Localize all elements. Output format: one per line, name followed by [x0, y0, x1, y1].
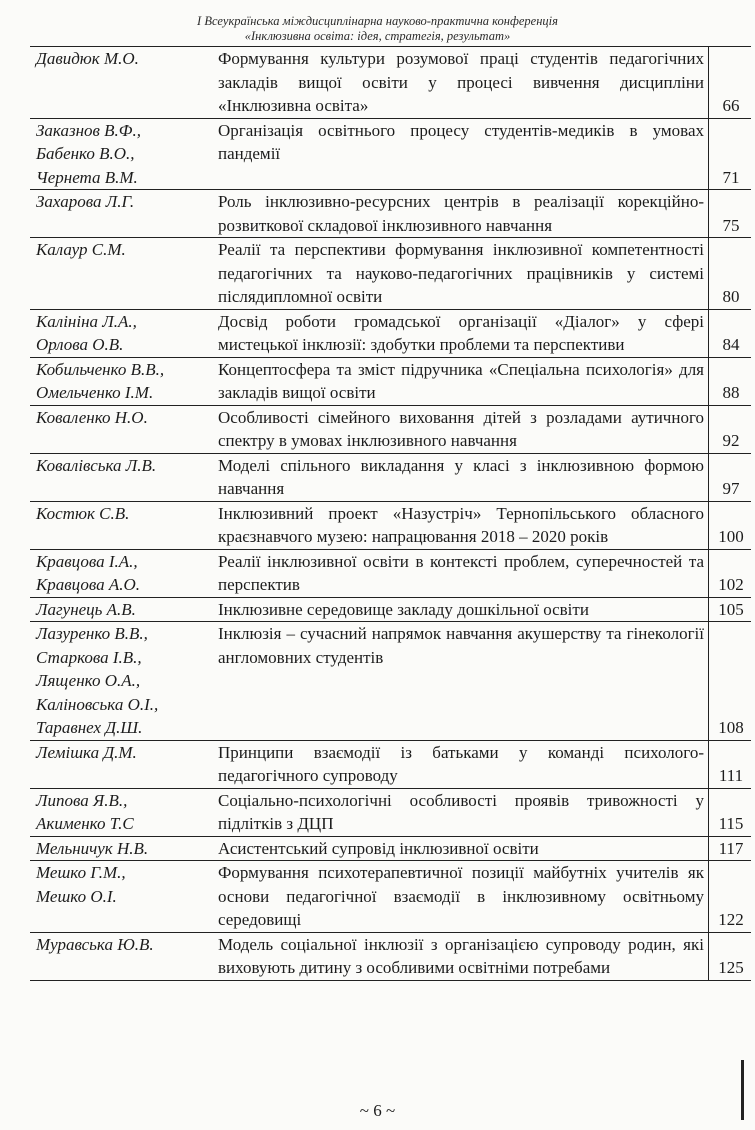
author-name: Лященко О.А., [36, 671, 141, 690]
toc-authors [30, 453, 218, 501]
toc-title: Формування культури розумової праці студентів педагогічних закладів вищої освіти у процесі вивчення дисципліни «Інклюзивна освіта» [218, 47, 709, 119]
toc-row [30, 190, 751, 238]
toc-authors [30, 788, 218, 836]
author-name: Лазуренко В.В., [36, 624, 148, 643]
toc-page-number: 75 [709, 190, 752, 238]
toc-row [30, 453, 751, 501]
author-name: Лагунець А.В. [36, 599, 136, 619]
toc-page-number: 88 [709, 357, 752, 405]
author-name: Кравцова І.А., [36, 551, 138, 571]
author-name: Калініна Л.А., [36, 311, 137, 331]
author-name: Таравнех Д.Ш. [36, 718, 143, 737]
toc-page-number: 97 [709, 453, 752, 501]
author-name: Ковалівська Л.В. [36, 455, 157, 475]
toc-row [30, 597, 751, 622]
author-name: Костюк С.В. [36, 503, 130, 523]
toc-page-number: 115 [709, 788, 752, 836]
header-line-1: І Всеукраїнська міждисциплінарна науково-практична конференція [197, 14, 558, 28]
toc-row [30, 118, 751, 190]
toc-title: Формування психотерапевтичної позиції майбутніх учителів як основи педагогічної взаємодії в інклюзивному освітньому середовищі [218, 861, 709, 933]
toc-authors [30, 740, 218, 788]
toc-authors [30, 861, 218, 933]
toc-row [30, 405, 751, 453]
author-name: Чернета В.М. [36, 167, 138, 187]
author-name: Липова Я.В., [36, 790, 128, 810]
author-name: Коваленко Н.О. [36, 407, 148, 427]
toc-row [30, 47, 751, 119]
toc-row [30, 788, 751, 836]
toc-page-number: 92 [709, 405, 752, 453]
author-name: Мельничук Н.В. [36, 838, 149, 858]
author-name: Кобильченко В.В., [36, 359, 165, 379]
toc-title: Модель соціальної інклюзії з організацією супроводу родин, які виховують дитину з особливими освітніми потребами [218, 932, 709, 980]
toc-authors [30, 190, 218, 238]
toc-authors [30, 118, 218, 190]
toc-row [30, 238, 751, 310]
toc-page-number: 105 [709, 597, 752, 622]
toc-row [30, 861, 751, 933]
toc-row [30, 549, 751, 597]
toc-authors [30, 405, 218, 453]
toc-page-number: 108 [709, 622, 752, 741]
author-name: Кравцова А.О. [36, 575, 141, 594]
toc-page-number: 80 [709, 238, 752, 310]
toc-row [30, 932, 751, 980]
header-line-2: «Інклюзивна освіта: ідея, стратегія, результат» [244, 29, 511, 43]
toc-title: Особливості сімейного виховання дітей з розладами аутичного спектру в умовах інклюзивного навчання [218, 405, 709, 453]
toc-page-number: 71 [709, 118, 752, 190]
toc-page-number: 122 [709, 861, 752, 933]
author-name: Орлова О.В. [36, 335, 124, 354]
toc-authors [30, 47, 218, 119]
toc-title: Роль інклюзивно-ресурсних центрів в реалізації корекційно-розвиткової складової інклюзивного навчання [218, 190, 709, 238]
toc-authors [30, 309, 218, 357]
toc-page-number: 125 [709, 932, 752, 980]
toc-title: Реалії інклюзивної освіти в контексті проблем, суперечностей та перспектив [218, 549, 709, 597]
toc-title: Інклюзія – сучасний напрямок навчання акушерству та гінекології англомовних студентів [218, 622, 709, 741]
toc-authors [30, 357, 218, 405]
author-name: Захарова Л.Г. [36, 192, 135, 211]
toc-title: Досвід роботи громадської організації «Діалог» у сфері мистецької інклюзії: здобутки проблеми та перспективи [218, 309, 709, 357]
scan-edge-mark [741, 1060, 744, 1120]
toc-page-number: 111 [709, 740, 752, 788]
toc-title: Соціально-психологічні особливості проявів тривожності у підлітків з ДЦП [218, 788, 709, 836]
toc-title: Асистентський супровід інклюзивної освіти [218, 836, 709, 861]
author-name: Лемішка Д.М. [36, 742, 137, 762]
toc-title: Інклюзивне середовище закладу дошкільної освіти [218, 597, 709, 622]
toc-authors [30, 501, 218, 549]
toc-row [30, 622, 751, 741]
author-name: Каліновська О.І., [36, 694, 159, 714]
toc-authors [30, 932, 218, 980]
author-name: Давидюк М.О. [36, 49, 139, 68]
author-name: Мешко Г.М., [36, 863, 126, 882]
toc-page-number: 100 [709, 501, 752, 549]
author-name: Акименко Т.С [36, 814, 134, 833]
toc-page-number: 84 [709, 309, 752, 357]
toc-title: Принципи взаємодії із батьками у команді психолого-педагогічного супроводу [218, 740, 709, 788]
toc-page-number: 117 [709, 836, 752, 861]
author-name: Калаур С.М. [36, 240, 126, 259]
toc-row [30, 357, 751, 405]
toc-title: Організація освітнього процесу студентів-медиків в умовах пандемії [218, 118, 709, 190]
toc-authors [30, 549, 218, 597]
page-number: ~ 6 ~ [359, 1101, 396, 1120]
contents-body [30, 47, 751, 981]
author-name: Бабенко В.О., [36, 144, 135, 163]
conference-header [0, 14, 755, 44]
toc-authors [30, 622, 218, 741]
author-name: Старкова І.В., [36, 647, 142, 667]
author-name: Омельченко І.М. [36, 383, 154, 402]
author-name: Мешко О.І. [36, 886, 117, 906]
toc-row [30, 309, 751, 357]
toc-title: Реалії та перспективи формування інклюзивної компетентності педагогічних та науково-педагогічних працівників у системі післядипломної освіти [218, 238, 709, 310]
toc-row [30, 740, 751, 788]
toc-page-number: 102 [709, 549, 752, 597]
toc-authors [30, 597, 218, 622]
contents-table [30, 46, 751, 981]
toc-title: Концептосфера та зміст підручника «Спеціальна психологія» для закладів вищої освіти [218, 357, 709, 405]
toc-authors [30, 238, 218, 310]
toc-title: Моделі спільного викладання у класі з інклюзивною формою навчання [218, 453, 709, 501]
author-name: Муравська Ю.В. [36, 934, 154, 954]
toc-row [30, 836, 751, 861]
toc-row [30, 501, 751, 549]
author-name: Заказнов В.Ф., [36, 120, 141, 140]
toc-authors [30, 836, 218, 861]
toc-page-number: 66 [709, 47, 752, 119]
toc-title: Інклюзивний проект «Назустріч» Тернопільського обласного краєзнавчого музею: напрацювання 2018 – 2020 років [218, 501, 709, 549]
